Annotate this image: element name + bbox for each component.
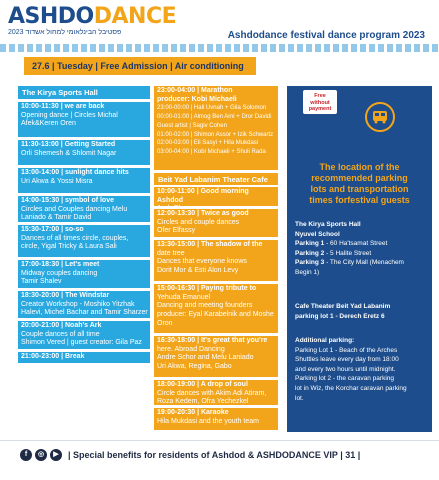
additional-parking-info: [295, 336, 427, 403]
free-badge: [303, 90, 337, 114]
parking-row: [295, 258, 427, 268]
schedule-block: [18, 225, 150, 257]
session-title: 18:30-20:00 | The Windstar: [21, 292, 110, 299]
session-detail: Hila Mukdasi and the youth team: [157, 417, 259, 425]
parking-info-panel: [287, 86, 432, 432]
session-detail: here. Abroad Dancing: [157, 345, 225, 353]
session-title: 15:00-16:30 | Paying tribute to: [157, 285, 257, 292]
cafe-line: Cafe Theater Beit Yad Labanim: [295, 303, 391, 310]
parking-title-line: times forfestival guests: [309, 195, 410, 205]
parking-row: [295, 249, 427, 259]
parking-title-line: The location of the: [319, 162, 400, 172]
session-title: 13:30-15:00 | The shadow of the: [157, 241, 263, 248]
session-detail: Dancing and meeting founders: [157, 302, 253, 310]
additional-line: lot.: [295, 394, 304, 402]
session-detail: Circles and couple dances: [157, 218, 240, 226]
schedule-block: [154, 187, 278, 206]
parking-address: - 5 Halite Street: [324, 249, 372, 257]
schedule-block: [154, 240, 278, 281]
marathon-title-2: producer: Kobi Michaeli: [157, 95, 237, 103]
footer-text: [68, 450, 360, 460]
schedule-block: [18, 291, 150, 318]
marathon-line: 03:00-04:00 | Kobi Michaeli + Shuli Rada: [157, 148, 266, 155]
session-detail: Midway couples dancing: [21, 269, 98, 277]
session-detail: Uri Akwa & Yossi Misra: [21, 177, 93, 185]
session-title: 20:00-21:00 | Noah's Ark: [21, 322, 102, 329]
page-title: Ashdodance festival dance program 2023: [227, 30, 425, 41]
session-title: 18:00-19:00 | A drop of soul: [157, 381, 248, 388]
additional-line: Parking Lot 1 - Beach of the Arches: [295, 346, 398, 354]
session-detail: Circles and Couples dancing Melu: [21, 205, 128, 213]
marathon-title-1: 23:00-04:00 | Marathon: [157, 87, 233, 94]
kirya-venue-line: Nyuvel School: [295, 230, 340, 238]
session-detail: Roza Kedem, Ofra Yechezkel: [157, 398, 249, 405]
session-title: 15:30-17:00 | so-so: [21, 226, 84, 233]
session-detail: Dorit Mor & Esti Alon Levy: [157, 267, 239, 275]
cafe-line: parking lot 1 - Derech Eretz 6: [295, 312, 385, 320]
session-title: 10:00-11:30 | we are back: [21, 103, 105, 110]
session-title: 21:00-23:00 | Break: [21, 353, 85, 360]
session-detail: date tree: [157, 249, 185, 257]
session-detail: Halevi, Michel Bachar and Tamir Sharzer: [21, 309, 148, 317]
marathon-line: 23:00-00:00 | Hali Uvnah + Gila Solomon: [157, 105, 267, 112]
marathon-line: 02:00-03:00 | Eli Sasyi + Hila Mukdasi: [157, 140, 259, 147]
session-title: 11:30-13:00 | Getting Started: [21, 141, 116, 148]
schedule-block: [154, 408, 278, 430]
schedule-block: [18, 352, 150, 363]
cafe-parking-info: [295, 302, 427, 321]
logo-text: [8, 6, 176, 28]
additional-line: Parking lot 2 - the caravan parking: [295, 375, 394, 383]
schedule-block: [154, 284, 278, 333]
venue-kirya: The Kirya Sports Hall: [18, 86, 150, 99]
venue-labanim: Beit Yad Labanim Theater Cafe: [154, 173, 278, 185]
marathon-block: [154, 86, 278, 170]
session-detail: [157, 205, 275, 206]
header: [0, 0, 439, 48]
session-detail: Dances of all times circle, couples,: [21, 234, 129, 242]
session-title: 19:00-20:30 | Karaoke: [157, 409, 229, 416]
session-title: 10:00-11:00 | Good morning Ashdod: [157, 188, 249, 204]
session-detail: Andre Schor and Melu Laniado: [157, 354, 254, 362]
session-detail: Orli Shemesh & Shlomit Nagar: [21, 149, 117, 157]
session-detail: Dances that everyone knows: [157, 258, 247, 266]
logo-subtitle: 2023 פסטיבל הבינלאומי למחול אשדוד: [8, 29, 122, 36]
marathon-line: Guest artist | Sagiv Cohen: [157, 122, 227, 129]
additional-title: Additional parking:: [295, 337, 355, 344]
badge-line: without: [310, 99, 330, 106]
session-detail: producer: Eyal Karabelnik and Moshe: [157, 311, 274, 319]
session-detail: Opening dance | Circles Michal: [21, 111, 118, 119]
session-detail: Tamir Shalev: [21, 278, 62, 286]
session-title: 12:00-13:30 | Twice as good: [157, 210, 249, 217]
marathon-line: 01:00-02:00 | Shimon Assor + Izik Schwartz: [157, 131, 274, 138]
kirya-venue-line: The Kirya Sports Hall: [295, 221, 361, 228]
session-detail: Uri Akwa, Regina, Gabo: [157, 363, 232, 371]
badge-line: payment: [308, 106, 332, 112]
parking-address: - The City Mall (Menachem: [324, 259, 404, 267]
facebook-icon[interactable]: f: [20, 449, 32, 461]
schedule-block: [154, 380, 278, 405]
session-title: 17:00-18:30 | Let's meet: [21, 261, 100, 268]
schedule-block: [18, 196, 150, 222]
schedule-block: [18, 102, 150, 137]
parking-title: [293, 162, 426, 206]
additional-line: and every two hours until midnight.: [295, 365, 396, 373]
youtube-icon[interactable]: ▶: [50, 449, 62, 461]
schedule-block: [18, 260, 150, 288]
session-title: 16:30-18:00 | It's great that you're: [157, 337, 268, 344]
schedule-block: [18, 140, 150, 165]
page-number: | 31 |: [340, 450, 361, 460]
parking-row: [295, 239, 427, 249]
marathon-line: 00:00-01:00 | Almog Ben Ami + Dror Davidi: [157, 114, 272, 121]
session-detail: Yehuda Emanuel: [157, 293, 211, 301]
parking-address: - 60 Ha'tsamat Street: [324, 240, 388, 248]
footer-benefits: | Special benefits for residents of Ashdod & ASHDODANCE VIP: [68, 450, 338, 460]
footer-divider: [0, 440, 439, 441]
instagram-icon[interactable]: ◎: [35, 449, 47, 461]
additional-line: lot in Wiz, the Korchar caravan parking: [295, 384, 407, 392]
session-title: 14:00-15:30 | symbol of love: [21, 197, 114, 204]
schedule-block: [18, 168, 150, 193]
kirya-parking-info: [295, 220, 427, 278]
parking-label: Parking 2: [295, 249, 325, 257]
festival-logo: [8, 6, 176, 36]
session-detail: Ofer Elfassy: [157, 227, 196, 235]
additional-line: Shuttles leave every day from 18:00: [295, 356, 399, 364]
schedule-block: [154, 336, 278, 377]
session-detail: Circle dances with Akim Adi Atiram,: [157, 389, 267, 397]
parking-label: Parking 3: [295, 259, 325, 267]
session-detail: Shimon Vered | guest creator: Gila Paz: [21, 339, 142, 347]
session-detail: circle, Yigal Tricky & Laura Sali: [21, 243, 117, 251]
session-detail: Creator Workshop - Moshiko Yitzhak: [21, 300, 135, 308]
logo-main: ASHDO: [8, 4, 94, 29]
schedule-block: [18, 321, 150, 349]
session-detail: Laniado & Tamir David: [21, 214, 92, 222]
session-detail: Oron: [157, 319, 173, 327]
schedule-block: [154, 209, 278, 237]
date-bar: 27.6 | Tuesday | Free Admission | Air conditioning: [24, 57, 256, 75]
parking-title-line: recommended parking: [311, 173, 408, 183]
decorative-stripes: [0, 44, 439, 52]
session-title: 13:00-14:00 | sunlight dance hits: [21, 169, 129, 176]
session-detail: Couple dances of all time: [21, 330, 100, 338]
bus-icon: [365, 102, 395, 132]
parking-label: Parking 1: [295, 240, 325, 248]
badge-line: Free: [314, 93, 326, 99]
parking-address-cont: Begin 1): [295, 268, 320, 276]
session-detail: Afek&Keren Oren: [21, 120, 76, 128]
logo-accent: DANCE: [93, 4, 177, 29]
parking-title-line: lots and transportation: [310, 184, 409, 194]
